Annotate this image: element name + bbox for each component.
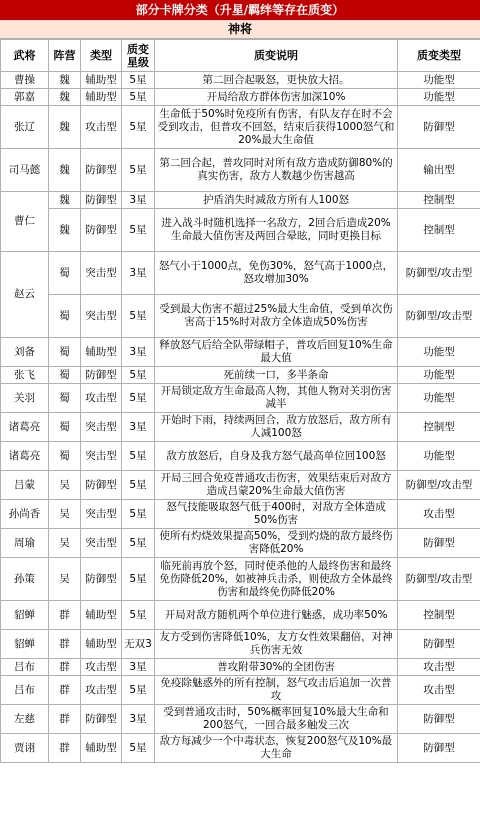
cell-star: 5星 — [122, 384, 155, 413]
cell-star: 5星 — [122, 106, 155, 149]
cell-description: 使所有灼烧效果提高50%，受到灼烧的敌方最终伤害降低20% — [155, 529, 398, 558]
cell-type: 攻击型 — [81, 384, 122, 413]
cell-type: 突击型 — [81, 295, 122, 338]
cell-change-type: 输出型 — [398, 149, 480, 192]
table-row — [1, 338, 480, 367]
cell-change-type: 控制型 — [398, 413, 480, 442]
cell-change-type: 攻击型 — [398, 500, 480, 529]
cell-change-type: 防御型/攻击型 — [398, 252, 480, 295]
cell-general: 周瑜 — [1, 529, 49, 558]
cell-star: 3星 — [122, 192, 155, 209]
cell-description: 开局给敌方群体伤害加深10% — [155, 89, 398, 106]
cell-description: 死前续一口，多半条命 — [155, 367, 398, 384]
cell-faction: 群 — [49, 734, 81, 763]
cell-star: 5星 — [122, 442, 155, 471]
cell-description: 开局对敌方随机两个单位进行魅惑，成功率50% — [155, 601, 398, 630]
cell-faction: 蜀 — [49, 367, 81, 384]
cell-change-type: 功能型 — [398, 442, 480, 471]
card-table — [0, 39, 480, 763]
cell-general: 左慈 — [1, 705, 49, 734]
cell-faction: 魏 — [49, 209, 81, 252]
cell-description: 临死前再放个怒，同时使杀他的人最终伤害和最终免伤降低20%，如被神兵击杀，则使敌方全体最终伤害和最终免伤降低20% — [155, 558, 398, 601]
cell-faction: 群 — [49, 705, 81, 734]
cell-description: 释放怒气后给全队带绿帽子，普攻后回复10%生命最大值 — [155, 338, 398, 367]
cell-change-type: 功能型 — [398, 338, 480, 367]
table-row — [1, 367, 480, 384]
cell-description: 免疫除魅惑外的所有控制，怒气攻击后追加一次普攻 — [155, 676, 398, 705]
table-row — [1, 676, 480, 705]
cell-type: 突击型 — [81, 252, 122, 295]
cell-type: 攻击型 — [81, 676, 122, 705]
cell-star: 3星 — [122, 338, 155, 367]
cell-description: 开始时下雨，持续两回合，敌方放怒后，敌方所有人减100怒 — [155, 413, 398, 442]
cell-general: 赵云 — [1, 252, 49, 338]
cell-general: 曹仁 — [1, 192, 49, 252]
cell-description: 开局三回合免疫普通攻击伤害，效果结束后对敌方造成吕蒙20%生命最大值伤害 — [155, 471, 398, 500]
cell-type: 突击型 — [81, 500, 122, 529]
table-row — [1, 252, 480, 295]
cell-star: 5星 — [122, 149, 155, 192]
cell-type: 防御型 — [81, 149, 122, 192]
section-title: 神将 — [0, 21, 480, 39]
table-row — [1, 89, 480, 106]
cell-faction: 魏 — [49, 89, 81, 106]
cell-star: 5星 — [122, 295, 155, 338]
cell-description: 受到普通攻击时，50%概率回复10%最大生命和200怒气，一回合最多触发三次 — [155, 705, 398, 734]
table-row — [1, 659, 480, 676]
cell-general: 貂蝉 — [1, 601, 49, 630]
table-row — [1, 601, 480, 630]
cell-star: 5星 — [122, 500, 155, 529]
cell-change-type: 功能型 — [398, 72, 480, 89]
header-description: 质变说明 — [155, 40, 398, 72]
table-row — [1, 500, 480, 529]
cell-star: 3星 — [122, 659, 155, 676]
cell-general: 诸葛亮 — [1, 442, 49, 471]
cell-description: 怒气技能吸取怒气低于400时，对敌方全体造成50%伤害 — [155, 500, 398, 529]
cell-type: 辅助型 — [81, 734, 122, 763]
cell-type: 防御型 — [81, 471, 122, 500]
header-type: 类型 — [81, 40, 122, 72]
header-row — [1, 40, 480, 72]
cell-change-type: 攻击型 — [398, 676, 480, 705]
cell-general: 吕布 — [1, 676, 49, 705]
cell-faction: 魏 — [49, 106, 81, 149]
cell-general: 司马懿 — [1, 149, 49, 192]
cell-description: 敌方放怒后，自身及我方怒气最高单位回100怒 — [155, 442, 398, 471]
cell-type: 突击型 — [81, 442, 122, 471]
cell-type: 防御型 — [81, 558, 122, 601]
cell-faction: 群 — [49, 659, 81, 676]
cell-change-type: 控制型 — [398, 192, 480, 209]
table-row — [1, 529, 480, 558]
cell-description: 第二回合起吸怒，更快放大招。 — [155, 72, 398, 89]
cell-star: 5星 — [122, 209, 155, 252]
cell-type: 辅助型 — [81, 338, 122, 367]
cell-star: 3星 — [122, 413, 155, 442]
table-row — [1, 72, 480, 89]
cell-type: 防御型 — [81, 209, 122, 252]
cell-change-type: 防御型/攻击型 — [398, 295, 480, 338]
cell-general: 曹操 — [1, 72, 49, 89]
cell-general: 刘备 — [1, 338, 49, 367]
header-change-type: 质变类型 — [398, 40, 480, 72]
cell-faction: 吴 — [49, 529, 81, 558]
cell-general: 张辽 — [1, 106, 49, 149]
cell-faction: 群 — [49, 676, 81, 705]
table-row — [1, 295, 480, 338]
cell-type: 突击型 — [81, 529, 122, 558]
cell-change-type: 防御型/攻击型 — [398, 558, 480, 601]
cell-faction: 蜀 — [49, 384, 81, 413]
cell-description: 开局锁定敌方生命最高人物，其他人物对关羽伤害减半 — [155, 384, 398, 413]
cell-type: 防御型 — [81, 192, 122, 209]
table-row — [1, 471, 480, 500]
cell-description: 怒气小于1000点，免伤30%，怒气高于1000点，怒攻增加30% — [155, 252, 398, 295]
cell-faction: 蜀 — [49, 252, 81, 295]
cell-star: 3星 — [122, 252, 155, 295]
cell-faction: 魏 — [49, 149, 81, 192]
cell-type: 攻击型 — [81, 106, 122, 149]
cell-change-type: 控制型 — [398, 601, 480, 630]
cell-faction: 魏 — [49, 192, 81, 209]
cell-star: 5星 — [122, 89, 155, 106]
cell-change-type: 防御型 — [398, 705, 480, 734]
cell-star: 5星 — [122, 72, 155, 89]
cell-general: 诸葛亮 — [1, 413, 49, 442]
cell-general: 贾诩 — [1, 734, 49, 763]
cell-star: 5星 — [122, 471, 155, 500]
cell-description: 生命低于50%时免疫所有伤害，有队友存在时不会受到攻击，但普攻不回怒，结束后获得1000怒气和20%最大生命值 — [155, 106, 398, 149]
cell-star: 5星 — [122, 558, 155, 601]
table-row — [1, 630, 480, 659]
cell-faction: 蜀 — [49, 413, 81, 442]
cell-general: 貂蝉 — [1, 630, 49, 659]
cell-type: 防御型 — [81, 367, 122, 384]
cell-star: 3星 — [122, 705, 155, 734]
cell-change-type: 功能型 — [398, 367, 480, 384]
cell-change-type: 防御型 — [398, 529, 480, 558]
table-row — [1, 442, 480, 471]
table-row — [1, 384, 480, 413]
cell-type: 防御型 — [81, 705, 122, 734]
cell-description: 普攻附带30%的全团伤害 — [155, 659, 398, 676]
cell-description: 友方受到伤害降低10%，友方女性效果翻倍，对神兵伤害无效 — [155, 630, 398, 659]
cell-general: 郭嘉 — [1, 89, 49, 106]
cell-star: 5星 — [122, 529, 155, 558]
cell-description: 第二回合起，普攻同时对所有敌方造成防御80%的真实伤害，敌方人数越少伤害越高 — [155, 149, 398, 192]
table-row — [1, 705, 480, 734]
cell-faction: 蜀 — [49, 295, 81, 338]
cell-general: 吕布 — [1, 659, 49, 676]
cell-star: 5星 — [122, 734, 155, 763]
table-row — [1, 106, 480, 149]
table-row — [1, 734, 480, 763]
cell-faction: 吴 — [49, 500, 81, 529]
cell-change-type: 攻击型 — [398, 659, 480, 676]
header-general: 武将 — [1, 40, 49, 72]
cell-type: 突击型 — [81, 413, 122, 442]
cell-general: 关羽 — [1, 384, 49, 413]
cell-faction: 吴 — [49, 471, 81, 500]
cell-type: 辅助型 — [81, 601, 122, 630]
cell-faction: 群 — [49, 630, 81, 659]
cell-change-type: 防御型 — [398, 630, 480, 659]
cell-change-type: 功能型 — [398, 384, 480, 413]
table-row — [1, 413, 480, 442]
cell-type: 辅助型 — [81, 630, 122, 659]
cell-general: 张飞 — [1, 367, 49, 384]
cell-description: 进入战斗时随机选择一名敌方，2回合后造成20%生命最大值伤害及两回合晕眩，同时更换目标 — [155, 209, 398, 252]
cell-general: 孙尚香 — [1, 500, 49, 529]
cell-faction: 蜀 — [49, 338, 81, 367]
cell-change-type: 控制型 — [398, 209, 480, 252]
cell-description: 护盾消失时减敌方所有人100怒 — [155, 192, 398, 209]
table-row — [1, 558, 480, 601]
cell-general: 孙策 — [1, 558, 49, 601]
sheet-title: 部分卡牌分类（升星/羁绊等存在质变） — [0, 0, 480, 21]
header-faction: 阵营 — [49, 40, 81, 72]
cell-faction: 蜀 — [49, 442, 81, 471]
table-row — [1, 209, 480, 252]
cell-description: 受到最大伤害不超过25%最大生命值，受到单次伤害高于15%时对敌方全体造成50%伤害 — [155, 295, 398, 338]
cell-change-type: 功能型 — [398, 89, 480, 106]
cell-faction: 群 — [49, 601, 81, 630]
cell-description: 敌方每减少一个中毒状态，恢复200怒气及10%最大生命 — [155, 734, 398, 763]
cell-change-type: 防御型 — [398, 106, 480, 149]
cell-type: 辅助型 — [81, 89, 122, 106]
cell-star: 5星 — [122, 676, 155, 705]
table-row — [1, 149, 480, 192]
cell-type: 辅助型 — [81, 72, 122, 89]
cell-change-type: 防御型 — [398, 734, 480, 763]
cell-star: 5星 — [122, 367, 155, 384]
cell-star: 无双3 — [122, 630, 155, 659]
cell-faction: 魏 — [49, 72, 81, 89]
cell-change-type: 防御型/攻击型 — [398, 471, 480, 500]
cell-faction: 吴 — [49, 558, 81, 601]
cell-type: 攻击型 — [81, 659, 122, 676]
cell-star: 5星 — [122, 601, 155, 630]
table-row — [1, 192, 480, 209]
header-star: 质变星级 — [122, 40, 155, 72]
cell-general: 吕蒙 — [1, 471, 49, 500]
